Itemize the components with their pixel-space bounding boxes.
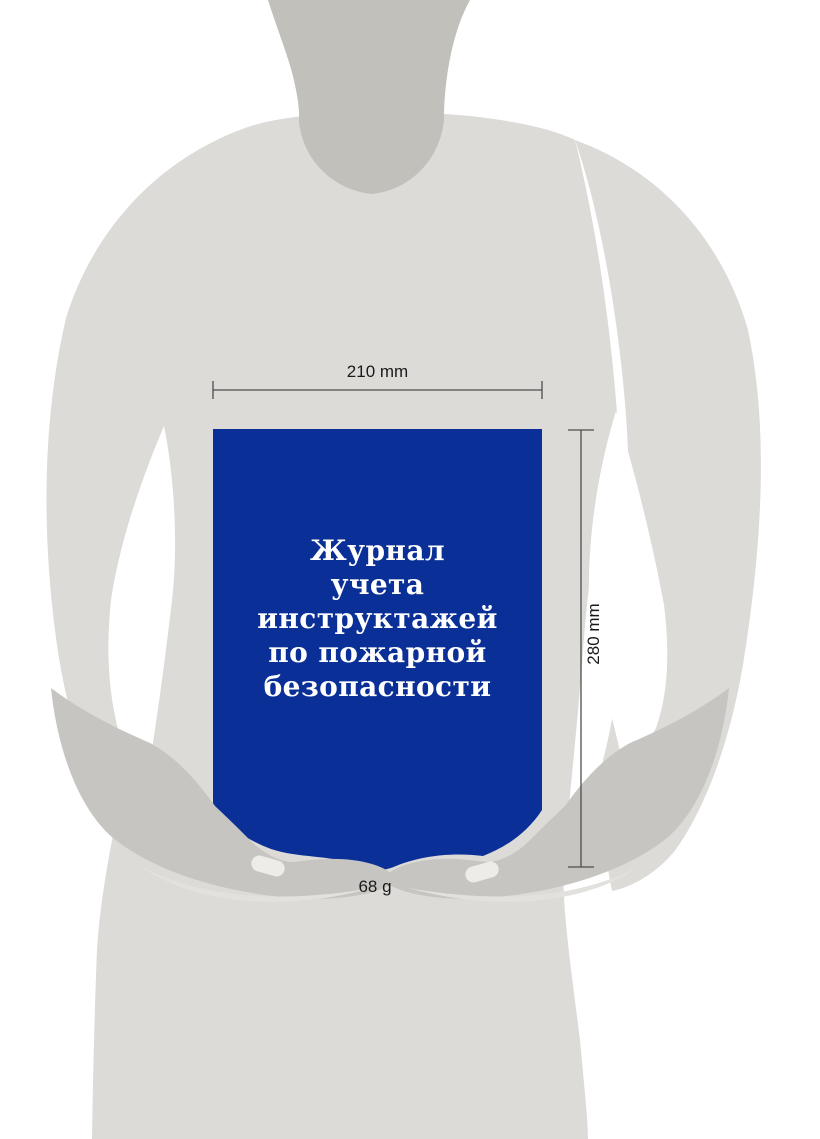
height-dimension-label: 280 mm: [584, 603, 603, 665]
book-title-line: Журнал: [309, 534, 446, 567]
book-title-line: по пожарной: [268, 636, 487, 669]
book-title-line: инструктажей: [257, 602, 498, 635]
weight-label: 68 g: [358, 877, 392, 896]
book-title-line: учета: [330, 568, 425, 601]
book-title: [213, 534, 542, 704]
book-title-line: безопасности: [263, 670, 492, 703]
width-dimension-label: 210 mm: [346, 362, 409, 381]
